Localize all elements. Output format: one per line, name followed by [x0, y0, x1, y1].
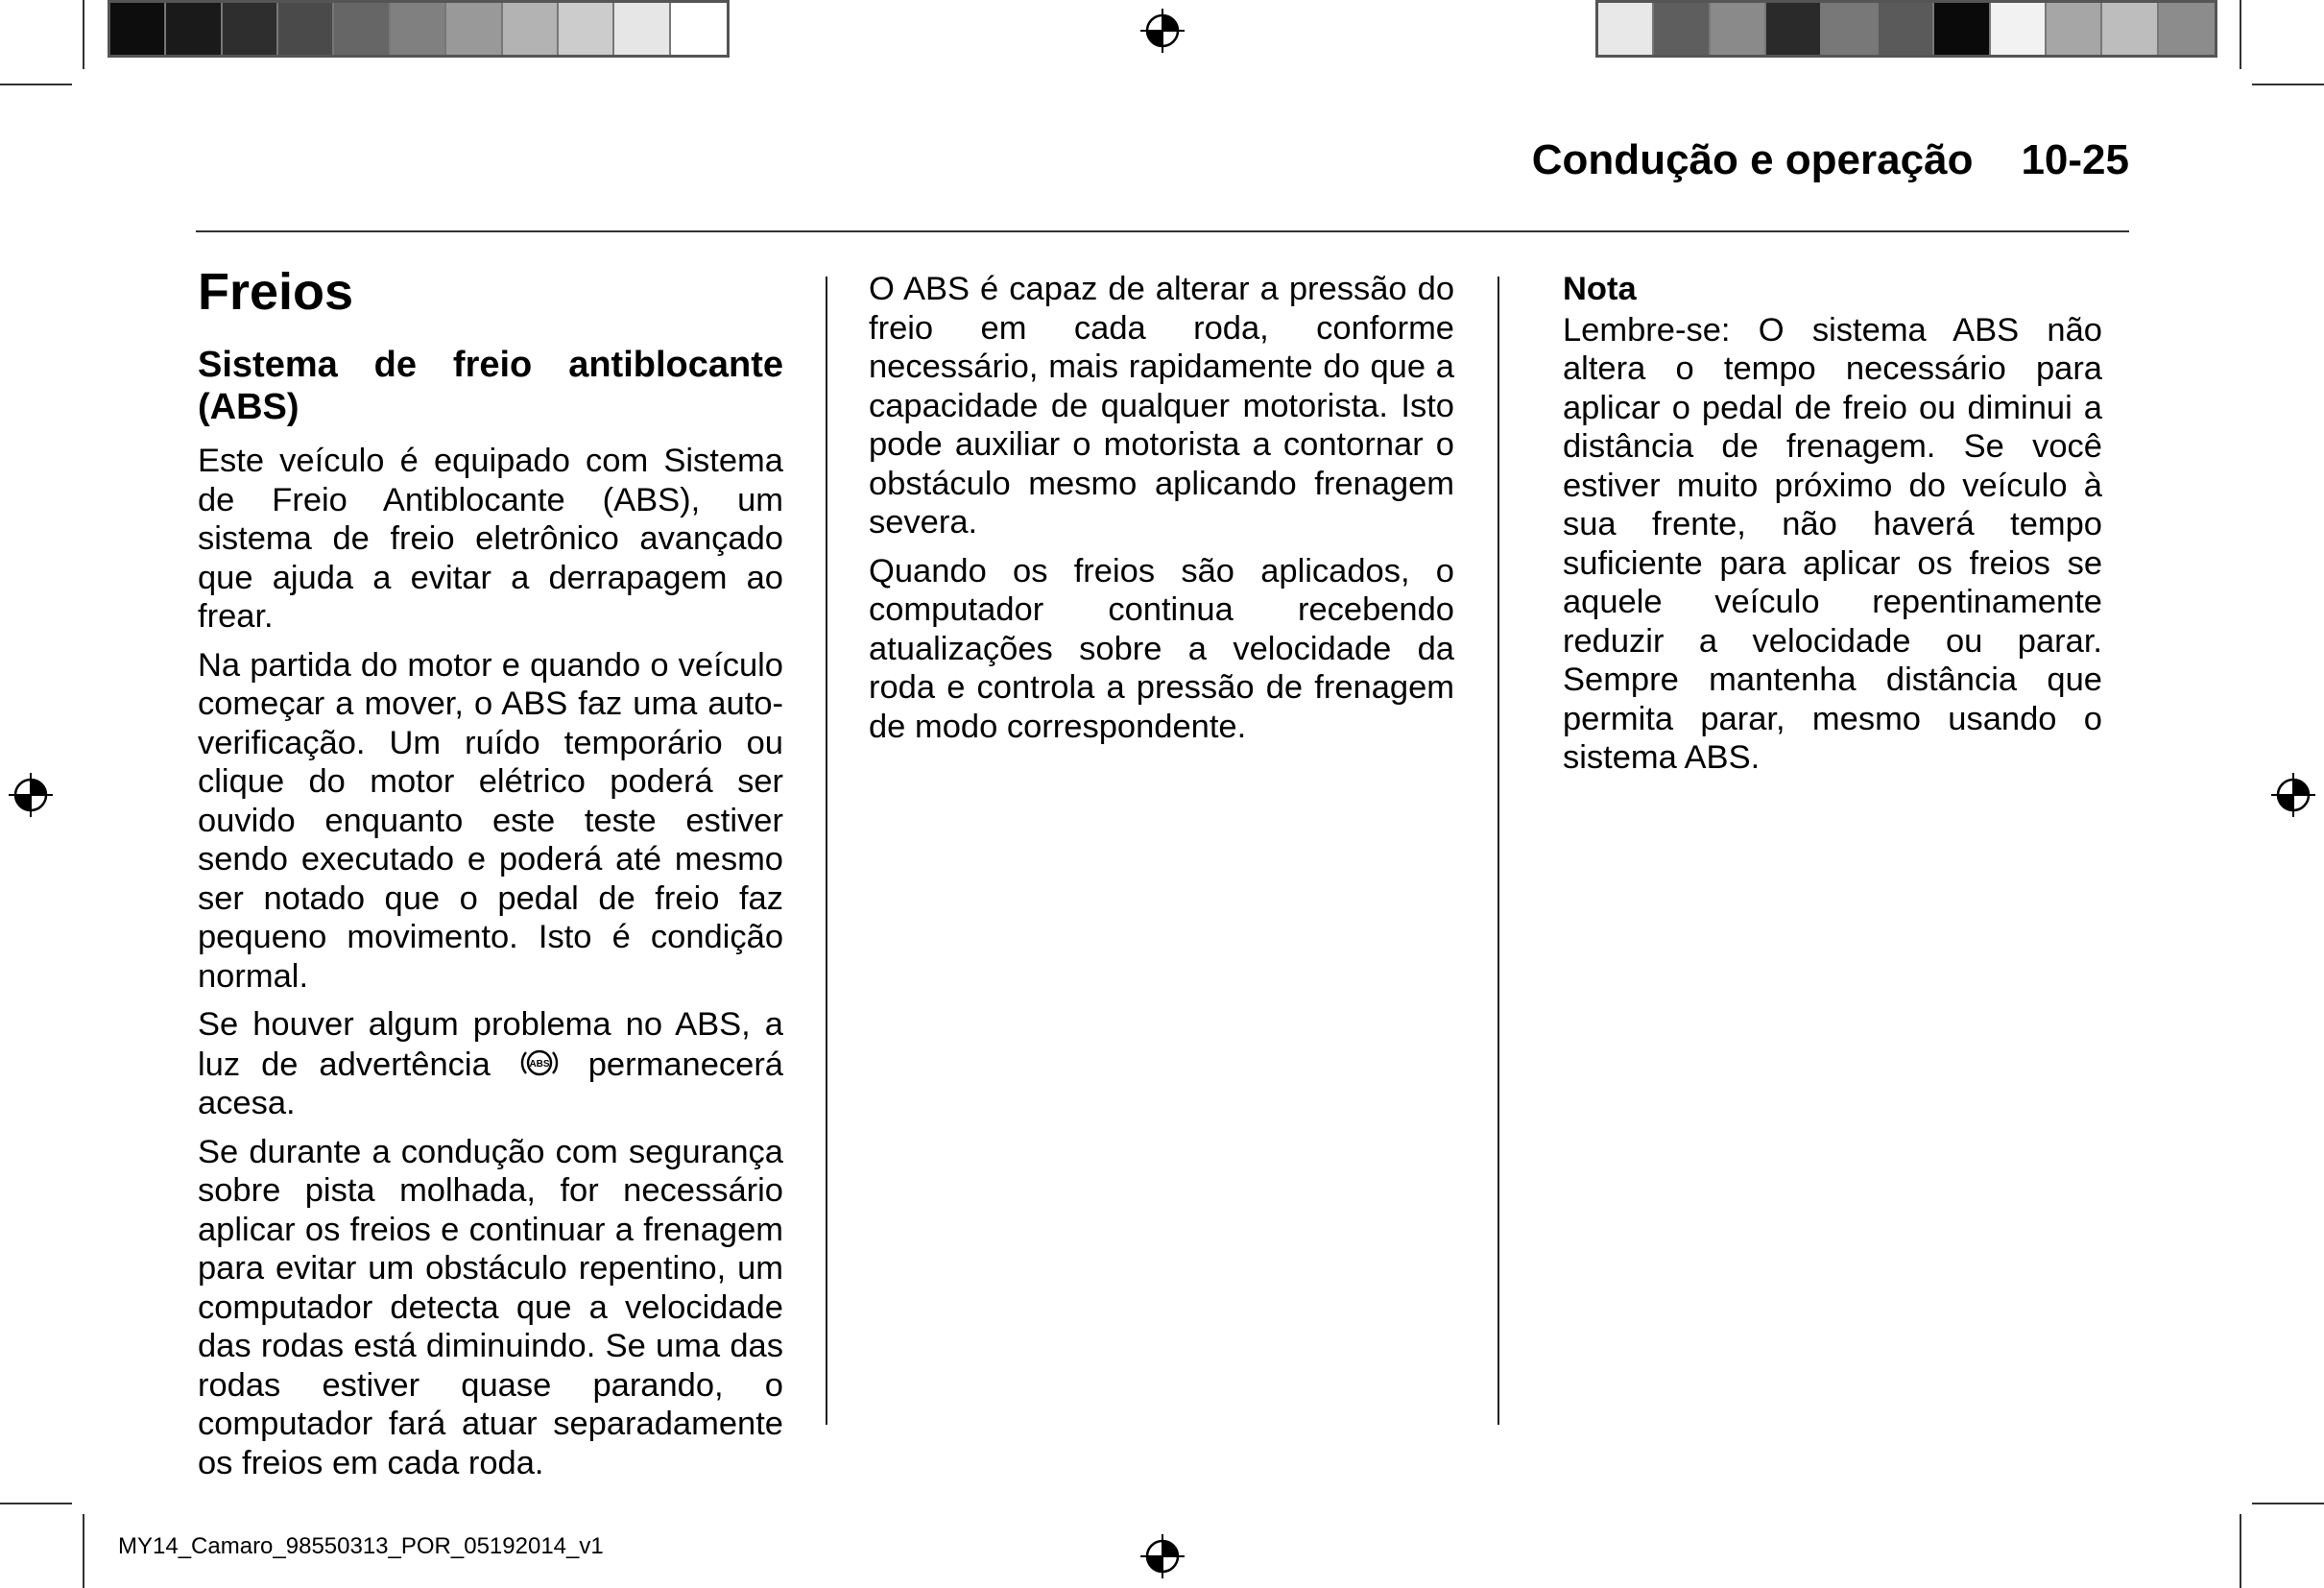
paragraph [198, 1005, 783, 1123]
registration-mark-icon [2269, 771, 2317, 819]
registration-mark-icon [1138, 7, 1186, 55]
color-bar-left [108, 0, 730, 58]
paragraph: Quando os freios são aplicados, o computador continua recebendo atualizações sobre a velocidade da roda e controla a pressão de frenagem de modo correspondente. [869, 552, 1454, 745]
color-swatch [334, 3, 390, 55]
color-swatch [2159, 3, 2215, 55]
crop-mark [2252, 1503, 2324, 1504]
color-swatch [614, 3, 670, 55]
color-swatch [223, 3, 278, 55]
color-swatch [446, 3, 502, 55]
crop-mark [2252, 84, 2324, 85]
section-heading: Freios [198, 263, 354, 321]
color-swatch [110, 3, 166, 55]
color-swatch [2047, 3, 2102, 55]
registration-mark-icon [7, 771, 55, 819]
abs-warning-icon [519, 1045, 560, 1081]
paragraph-text: permanecerá acesa. [198, 1046, 783, 1121]
color-swatch [2102, 3, 2158, 55]
color-swatch [1991, 3, 2047, 55]
paragraph: O ABS é capaz de alterar a pressão do freio em cada roda, conforme necessário, mais rapidamente do que a capacidade de qualquer motorista. Isto pode auxiliar o motorista a contornar o obstáculo mesmo aplicando frenagem severa. [869, 271, 1454, 541]
section-title: Condução e operação [1531, 136, 1974, 183]
color-swatch [278, 3, 334, 55]
color-swatch [166, 3, 222, 55]
color-bar-right [1595, 0, 2217, 58]
color-swatch [671, 3, 727, 55]
column-3 [1563, 270, 2102, 787]
color-swatch [1598, 3, 1654, 55]
page-number: 10-25 [2021, 136, 2129, 183]
crop-mark [0, 84, 72, 85]
color-swatch [391, 3, 446, 55]
registration-mark-icon [1138, 1532, 1186, 1580]
color-swatch [1654, 3, 1710, 55]
color-swatch [559, 3, 614, 55]
crop-mark [2240, 1514, 2241, 1588]
header-rule [196, 230, 2129, 232]
paragraph: Se durante a condução com segurança sobre pista molhada, for necessário aplicar os freios e continuar a frenagem para evitar um obstáculo repentino, um computador detecta que a velocidade das rodas está diminuindo. Se uma das rodas estiver quase parando, o computador fará atuar separadamente os freios em cada roda. [198, 1133, 783, 1481]
column-1 [198, 263, 783, 1492]
paragraph: Este veículo é equipado com Sistema de Freio Antiblocante (ABS), um sistema de freio eletrônico avançado que ajuda a evitar a derrapagem ao frear. [198, 443, 783, 635]
note-heading: Nota [1563, 271, 1637, 307]
color-swatch [1934, 3, 1990, 55]
color-swatch [1766, 3, 1822, 55]
document-code: MY14_Camaro_98550313_POR_05192014_v1 [118, 1533, 604, 1559]
paragraph: Na partida do motor e quando o veículo começar a mover, o ABS faz uma auto-verificação. Um ruído temporário ou clique do motor elétrico poderá ser ouvido enquanto este teste estiver sendo executado e poderá até mesmo ser notado que o pedal de freio faz pequeno movimento. Isto é condição normal. [198, 646, 783, 995]
column-divider [1497, 277, 1499, 1425]
crop-mark [83, 1514, 84, 1588]
color-swatch [1879, 3, 1934, 55]
running-header [1530, 136, 2129, 184]
column-divider [826, 277, 827, 1425]
paragraph-text: Se houver algum problema no ABS, a luz de advertência [198, 1006, 783, 1083]
note-text: Lembre-se: O sistema ABS não altera o tempo necessário para aplicar o pedal de freio ou diminui a distância de frenagem. Se você estiver muito próximo do veículo à sua frente, não haverá tempo suficiente para aplicar os freios se aquele veículo repentinamente reduzir a velocidade ou parar. Sempre mantenha distância que permita parar, mesmo usando o sistema ABS. [1563, 311, 2102, 776]
svg-text:ABS: ABS [529, 1058, 550, 1070]
column-2 [869, 270, 1454, 756]
color-swatch [1822, 3, 1878, 55]
crop-mark [83, 0, 84, 69]
crop-mark [0, 1503, 72, 1504]
subsection-heading: Sistema de freio antiblocante (ABS) [198, 345, 783, 427]
color-swatch [1711, 3, 1766, 55]
crop-mark [2240, 0, 2241, 69]
color-swatch [503, 3, 559, 55]
